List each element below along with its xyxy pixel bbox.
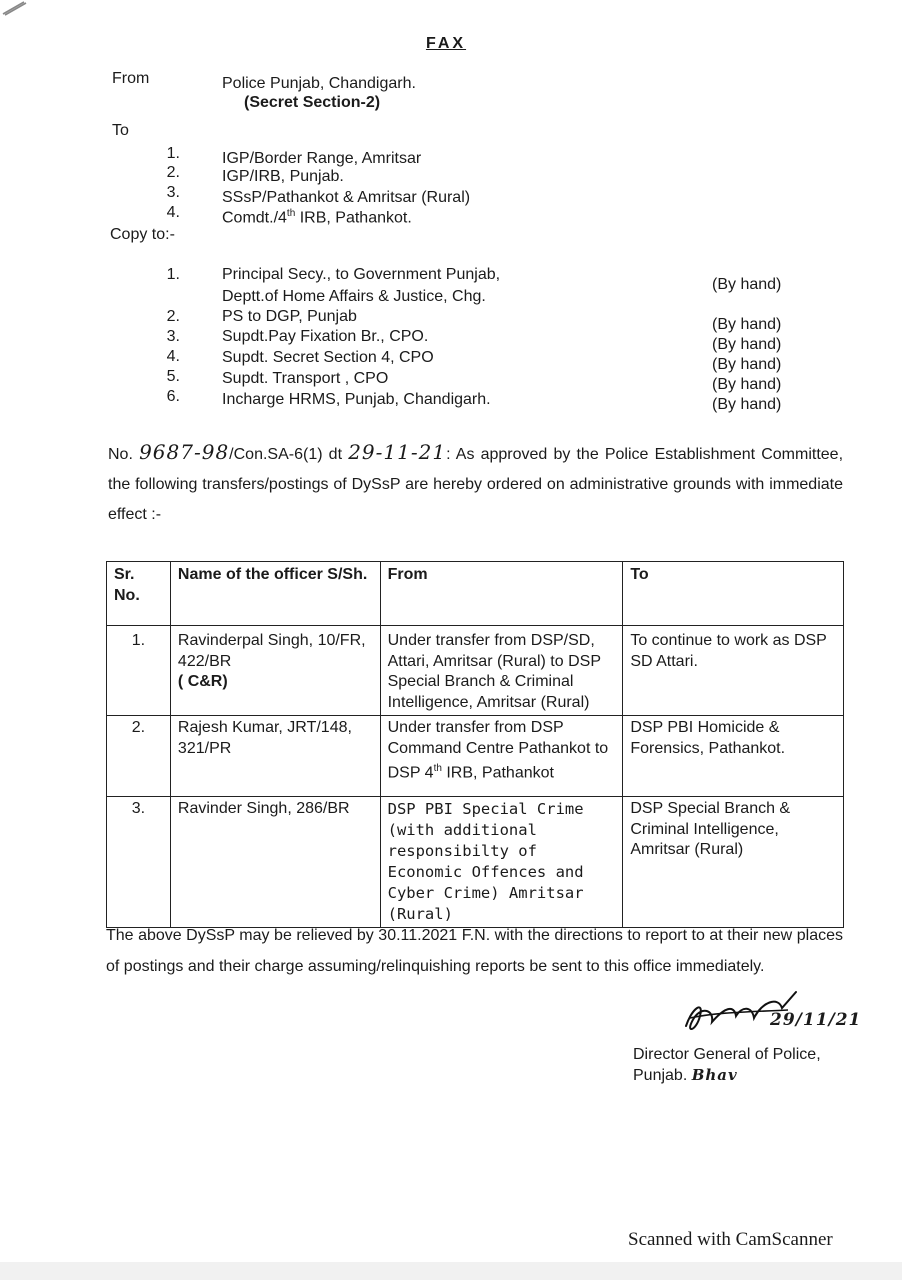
cell-sr: 3. bbox=[107, 797, 171, 928]
delivery-note: (By hand) bbox=[712, 396, 782, 413]
signatory-title: Director General of Police, Punjab. Bhav bbox=[633, 1046, 821, 1084]
table-row bbox=[107, 626, 844, 716]
delivery-note: (By hand) bbox=[712, 356, 782, 373]
cell-sr: 2. bbox=[107, 716, 171, 797]
table-row bbox=[107, 797, 844, 928]
handwritten-order-number: 9687-98 bbox=[139, 440, 230, 464]
cell-name: Ravinder Singh, 286/BR bbox=[170, 797, 380, 928]
page-bottom-edge bbox=[0, 1262, 902, 1280]
fax-title: FAX bbox=[425, 35, 467, 52]
header-officer-name: Name of the officer S/Sh. bbox=[170, 562, 380, 626]
to-item: 3. SSsP/Pathankot & Amritsar (Rural) bbox=[166, 184, 471, 206]
postings-table bbox=[106, 561, 844, 928]
copy-item: 3. Supdt.Pay Fixation Br., CPO. bbox=[166, 328, 429, 345]
cell-name-tag: ( C&R) bbox=[177, 673, 228, 690]
copy-to-label: Copy to:- bbox=[110, 226, 175, 243]
to-item: 2. IGP/IRB, Punjab. bbox=[166, 164, 344, 185]
header-to: To bbox=[623, 562, 844, 626]
order-reference: /Con.SA-6(1) dt bbox=[229, 446, 343, 463]
handwritten-order-date: 29-11-21 bbox=[348, 440, 447, 464]
from-label: From bbox=[112, 70, 150, 87]
order-no-label: No. bbox=[108, 446, 133, 463]
to-item: 4. Comdt./4th IRB, Pathankot. bbox=[166, 204, 412, 227]
order-text: : As approved by the Police Establishment Committee, the following transfers/postings of DySsP are hereby ordered on administrative grounds with immediate effect :- bbox=[108, 446, 844, 523]
cell-sr: 1. bbox=[107, 626, 171, 716]
pencil-mark-icon bbox=[2, 0, 28, 16]
to-item: 1. IGP/Border Range, Amritsar bbox=[166, 145, 422, 167]
closing-paragraph: The above DySsP may be relieved by 30.11.2021 F.N. with the directions to report to at their new places of postings and their charge assuming/relinquishing reports be sent to this office immediately. bbox=[106, 927, 843, 975]
delivery-note: (By hand) bbox=[712, 276, 782, 293]
header-from: From bbox=[380, 562, 623, 626]
table-header-row bbox=[107, 562, 844, 626]
from-section: (Secret Section-2) bbox=[244, 94, 381, 111]
copy-item: 4. Supdt. Secret Section 4, CPO bbox=[166, 348, 434, 366]
delivery-note: (By hand) bbox=[712, 336, 782, 353]
cell-to: DSP PBI Homicide & Forensics, Pathankot. bbox=[623, 716, 844, 797]
cell-name: Rajesh Kumar, JRT/148, 321/PR bbox=[170, 716, 380, 797]
from-office: Police Punjab, Chandigarh. bbox=[222, 75, 416, 92]
cell-name: Ravinderpal Singh, 10/FR, 422/BR ( C&R) bbox=[170, 626, 380, 716]
copy-item: 1. Principal Secy., to Government Punjab, Deptt.of Home Affairs & Justice, Chg. bbox=[166, 266, 501, 305]
delivery-note: (By hand) bbox=[712, 316, 782, 333]
signature-date: 29/11/21 bbox=[770, 1010, 862, 1030]
header-sr-no: Sr. No. bbox=[107, 562, 171, 626]
copy-item: 5. Supdt. Transport , CPO bbox=[166, 368, 389, 387]
cell-from: DSP PBI Special Crime (with additional responsibilty of Economic Offences and Cyber Crime) Amritsar (Rural) bbox=[380, 797, 623, 928]
cell-to: DSP Special Branch & Criminal Intelligence, Amritsar (Rural) bbox=[623, 797, 844, 928]
copy-item: 6. Incharge HRMS, Punjab, Chandigarh. bbox=[166, 388, 491, 408]
table-row bbox=[107, 716, 844, 797]
delivery-note: (By hand) bbox=[712, 376, 782, 393]
cell-to: To continue to work as DSP SD Attari. bbox=[623, 626, 844, 716]
to-label: To bbox=[112, 122, 129, 139]
handwritten-initials: Bhav bbox=[691, 1066, 738, 1084]
cell-from: Under transfer from DSP/SD, Attari, Amritsar (Rural) to DSP Special Branch & Criminal Intelligence, Amritsar (Rural) bbox=[380, 626, 623, 716]
scanner-watermark: Scanned with CamScanner bbox=[628, 1229, 833, 1250]
cell-from: Under transfer from DSP Command Centre Pathankot to DSP 4th IRB, Pathankot bbox=[380, 716, 623, 797]
copy-item: 2. PS to DGP, Punjab bbox=[166, 308, 357, 325]
order-paragraph bbox=[108, 437, 843, 530]
